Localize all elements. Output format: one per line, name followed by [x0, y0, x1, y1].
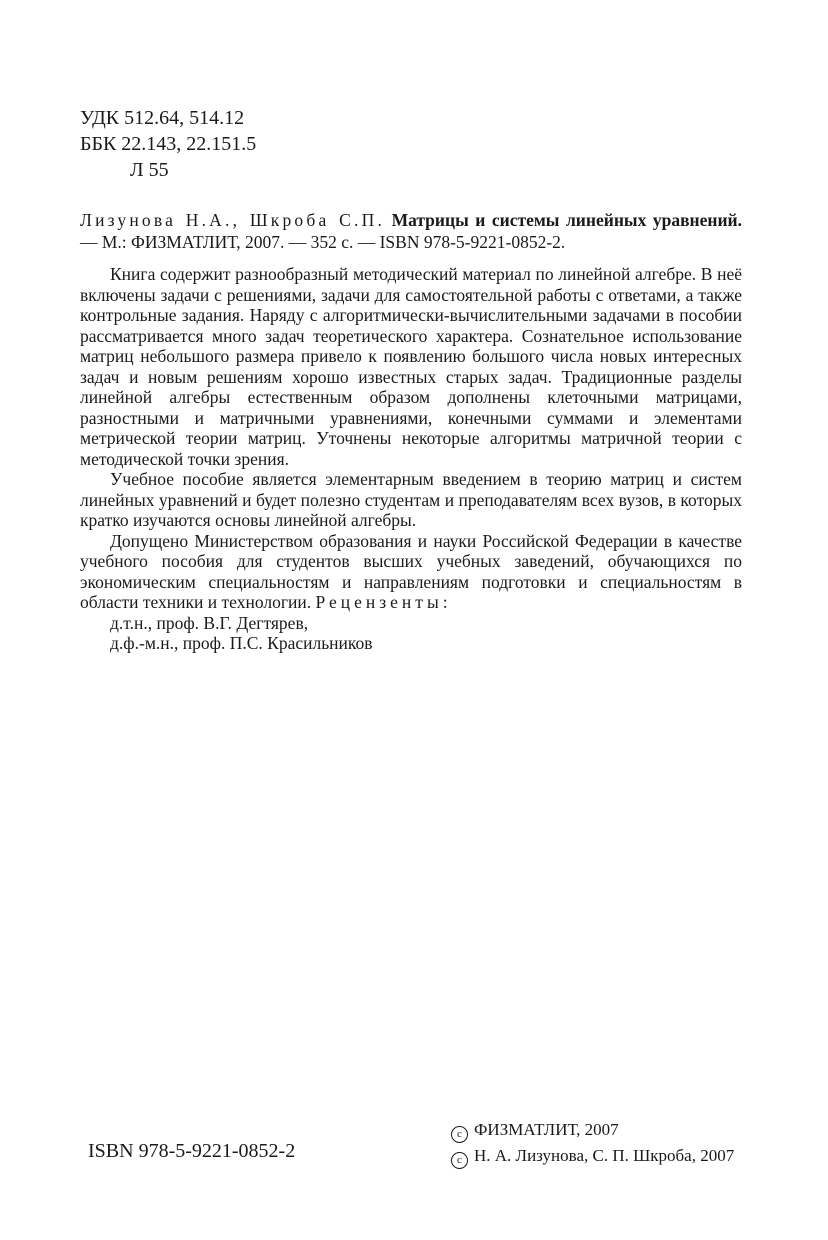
- copyright-line: [451, 1117, 734, 1143]
- reviewer-line: д.т.н., проф. В.Г. Дегтярев,: [110, 612, 309, 633]
- copyright-line: [451, 1143, 734, 1169]
- bbk-code: ББК 22.143, 22.151.5: [80, 133, 257, 155]
- citation-publisher: — М.: ФИЗМАТЛИТ, 2007. — 352 с. — ISBN 978-5-9221-0852-2.: [80, 232, 566, 252]
- copyright-block: [451, 1117, 734, 1169]
- reviewers-label: Рецензенты:: [315, 592, 452, 612]
- classification-codes: [80, 105, 256, 183]
- citation-title: Матрицы и системы линейных уравнений.: [391, 210, 743, 230]
- author-mark: Л 55: [130, 159, 169, 181]
- citation-authors: Лизунова Н.А., Шкроба С.П.: [80, 210, 386, 230]
- reviewer-line: д.ф.-м.н., проф. П.С. Красильников: [110, 633, 373, 653]
- isbn: ISBN 978-5-9221-0852-2: [88, 1140, 296, 1162]
- abstract-paragraph: Книга содержит разнообразный методический материал по линейной алгебре. В неё включены задачи с решениями, задачи для самостоятельной работы с ответами, а также контрольные задания. Наряду с алгоритмически-вычислительными задачами в пособии рассматривается много задач теоретического характера. Сознательное использование матриц небольшого размера привело к появлению большого числа новых интересных задач и новым решениям хорошо известных старых задач. Традиционные разделы линейной алгебры естественным образом дополнены клеточными матрицами, разностными и матричными уравнениями, конечными суммами и элементами метрической теории матриц. Уточнены некоторые алгоритмы матричной теории с методической точки зрения.: [80, 264, 742, 469]
- abstract: [80, 264, 742, 654]
- copyright-publisher: ФИЗМАТЛИТ, 2007: [474, 1120, 619, 1139]
- copyright-icon: c: [451, 1152, 468, 1169]
- abstract-paragraph: Учебное пособие является элементарным введением в теорию матриц и систем линейных уравнений и будет полезно студентам и преподавателям всех вузов, в которых кратко изучаются основы линейной алгебры.: [80, 469, 742, 530]
- copyright-authors: Н. А. Лизунова, С. П. Шкроба, 2007: [474, 1146, 735, 1165]
- bibliographic-citation: [80, 209, 742, 253]
- copyright-icon: c: [451, 1126, 468, 1143]
- udk-code: УДК 512.64, 514.12: [80, 107, 245, 129]
- approval-text: Допущено Министерством образования и науки Российской Федерации в качестве учебного пособия для студентов высших учебных заведений, обучающихся по экономическим специальностям и направлениям подготовки и специальностям в области техники и технологии.: [80, 530, 742, 612]
- approval-paragraph: [80, 531, 742, 613]
